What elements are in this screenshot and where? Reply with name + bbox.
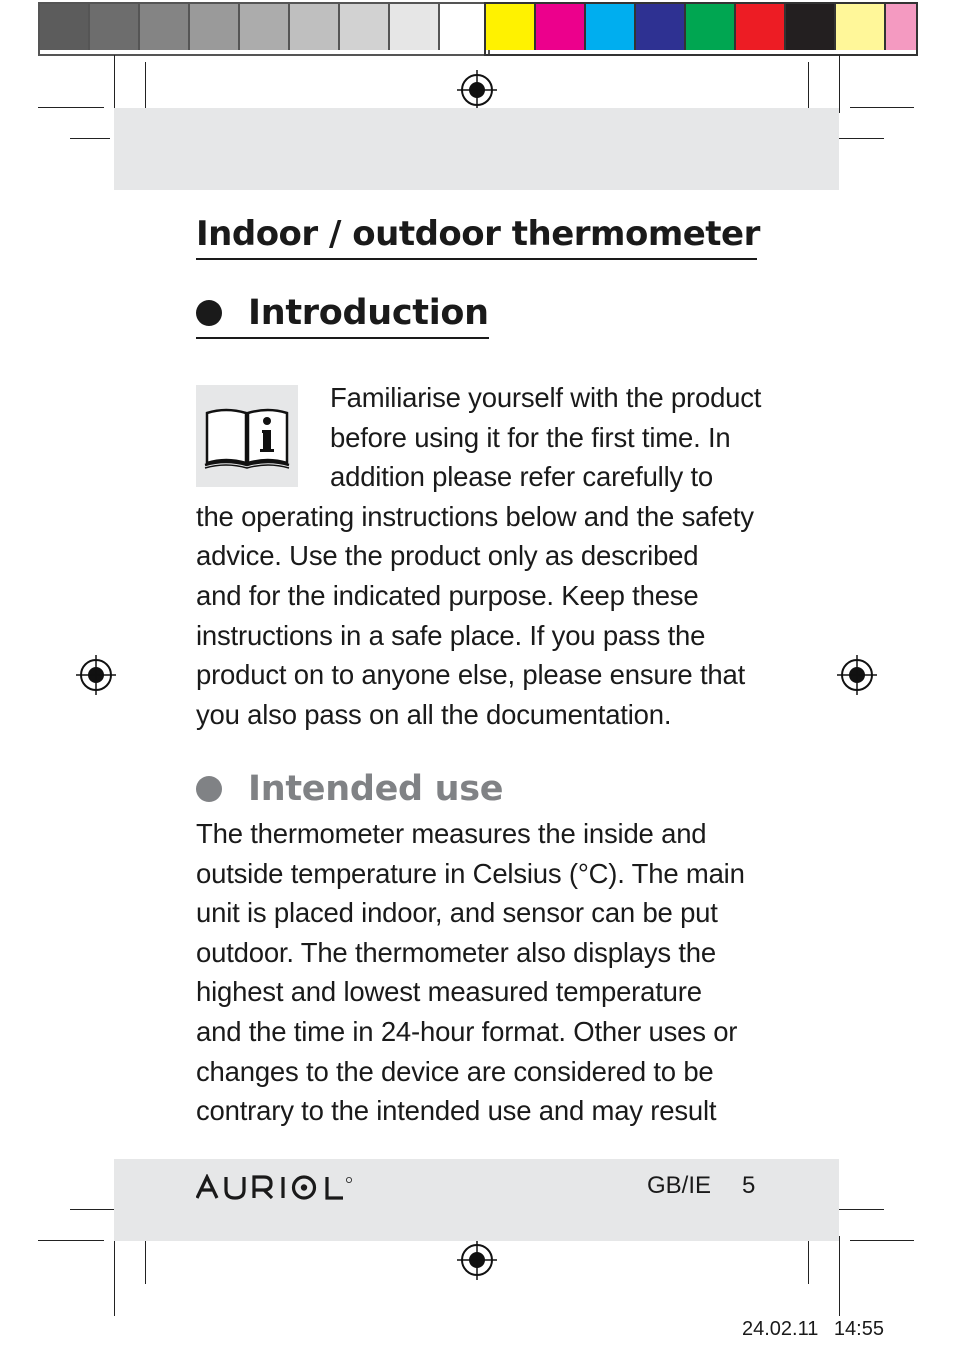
paragraph-line: outside temperature in Celsius (°C). The main: [196, 857, 745, 889]
paragraph-line: instructions in a safe place. If you pass the: [196, 619, 706, 651]
color-swatch: [536, 4, 586, 50]
print-timestamp: 24.02.11 14:55: [742, 1318, 884, 1340]
paragraph-line: advice. Use the product only as described: [196, 540, 699, 572]
paragraph-line: contrary to the intended use and may result: [196, 1095, 717, 1127]
color-swatch: [836, 4, 886, 50]
gray-swatch: [340, 4, 390, 50]
color-swatch: [886, 4, 918, 50]
gray-swatch: [240, 4, 290, 50]
paragraph-line: highest and lowest measured temperature: [196, 976, 702, 1008]
intended-use-paragraph: [196, 814, 766, 1131]
color-swatch: [486, 4, 536, 50]
paragraph-line: changes to the device are considered to be: [196, 1055, 714, 1087]
bullet-icon: [196, 776, 222, 802]
registration-mark-icon: [837, 655, 877, 695]
section-heading-text: Intended use: [248, 769, 504, 809]
section-heading-text: Introduction: [248, 293, 489, 333]
color-swatch: [736, 4, 786, 50]
gray-swatch: [440, 4, 488, 50]
header-band: [114, 108, 839, 190]
paragraph-line: addition please refer carefully to: [330, 461, 714, 493]
paragraph-line: you also pass on all the documentation.: [196, 698, 672, 730]
language-code: GB/IE: [647, 1172, 712, 1199]
color-swatch: [686, 4, 736, 50]
bullet-icon: [196, 300, 222, 326]
gray-swatch: [140, 4, 190, 50]
paragraph-line: product on to anyone else, please ensure that: [196, 659, 746, 691]
color-swatch: [786, 4, 836, 50]
auriol-logo: [196, 1174, 356, 1202]
paragraph-line: outdoor. The thermometer also displays the: [196, 936, 716, 968]
registration-mark-icon: [76, 655, 116, 695]
color-calibration-strip: [484, 2, 918, 56]
gray-swatch: [390, 4, 440, 50]
paragraph-line: The thermometer measures the inside and: [196, 818, 707, 849]
paragraph-line: unit is placed indoor, and sensor can be put: [196, 897, 718, 929]
color-swatch: [586, 4, 636, 50]
gray-swatch: [40, 4, 90, 50]
section-heading-intended-use: [196, 769, 503, 809]
gray-swatch: [190, 4, 240, 50]
page-number: 5: [742, 1172, 756, 1199]
gray-swatch: [90, 4, 140, 50]
paragraph-line: and the time in 24-hour format. Other uses or: [196, 1015, 738, 1047]
paragraph-line: the operating instructions below and the safety: [196, 500, 754, 532]
registration-mark-icon: [457, 70, 497, 110]
document-title: Indoor / outdoor thermometer: [196, 214, 757, 260]
paragraph-line: Familiarise yourself with the product: [330, 382, 762, 413]
section-heading-introduction: [196, 293, 489, 339]
color-swatch: [636, 4, 686, 50]
grayscale-calibration-strip: [38, 2, 490, 56]
gray-swatch: [290, 4, 340, 50]
paragraph-line: before using it for the first time. In: [330, 421, 731, 453]
introduction-paragraph: [196, 378, 766, 734]
registration-mark-icon: [457, 1240, 497, 1280]
paragraph-line: and for the indicated purpose. Keep these: [196, 579, 699, 611]
